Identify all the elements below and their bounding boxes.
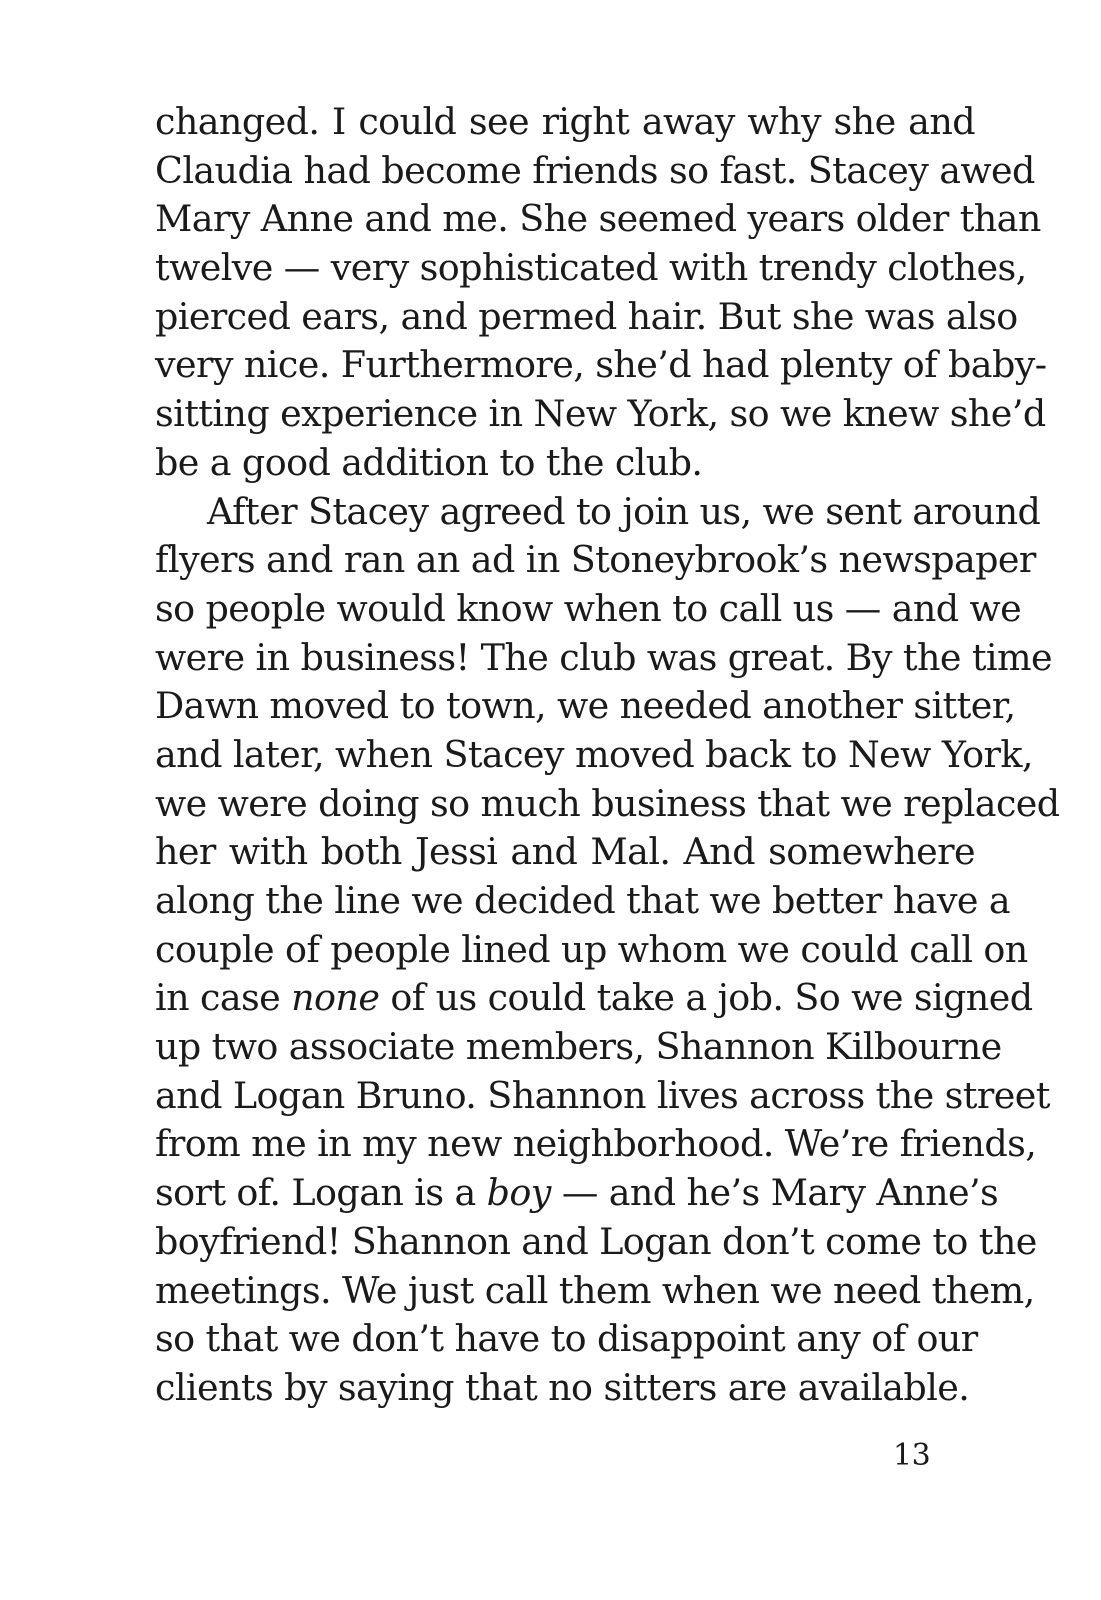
text-run: of us could take a job. So we signed <box>379 976 1033 1020</box>
text-line: boyfriend! Shannon and Logan don’t come to the <box>155 1219 1037 1263</box>
text-line: very nice. Furthermore, she’d had plenty of baby- <box>155 343 1047 387</box>
body-text <box>155 98 1060 1413</box>
text-line: pierced ears, and permed hair. But she was also <box>155 294 1018 338</box>
text-line: so that we don’t have to disappoint any of our <box>155 1317 978 1361</box>
page-number: 13 <box>893 1438 931 1473</box>
text-run: sort of. Logan is a <box>155 1171 487 1215</box>
text-line: Dawn moved to town, we needed another sitter, <box>155 684 1016 728</box>
paragraph-end-line: clients by saying that no sitters are available. <box>155 1365 970 1409</box>
text-line: along the line we decided that we better have a <box>155 879 1011 922</box>
text-line: and Logan Bruno. Shannon lives across the street <box>155 1073 1050 1117</box>
text-line: we were doing so much business that we replaced <box>155 781 1060 825</box>
text-line <box>155 974 1033 1023</box>
text-line: Claudia had become friends so fast. Stacey awed <box>155 148 1035 192</box>
italic-word: none <box>291 976 380 1020</box>
paragraph-end-line: be a good addition to the club. <box>155 440 703 484</box>
text-line: up two associate members, Shannon Kilbourne <box>155 1025 1002 1069</box>
text-line: twelve — very sophisticated with trendy clothes, <box>155 246 1027 290</box>
text-line: meetings. We just call them when we need them, <box>155 1268 1035 1312</box>
text-line: sitting experience in New York, so we knew she’d <box>155 392 1046 436</box>
text-line: from me in my new neighborhood. We’re friends, <box>155 1122 1037 1166</box>
text-line: so people would know when to call us — and we <box>155 586 1022 630</box>
paragraph-start-line: After Stacey agreed to join us, we sent around <box>207 489 1041 533</box>
text-line: couple of people lined up whom we could call on <box>155 927 1028 971</box>
text-line: changed. I could see right away why she and <box>155 100 975 143</box>
text-run: — and he’s Mary Anne’s <box>550 1171 999 1215</box>
text-line <box>155 1169 999 1218</box>
text-line: and later, when Stacey moved back to New York, <box>155 732 1033 776</box>
text-line: flyers and ran an ad in Stoneybrook’s newspaper <box>155 538 1036 582</box>
italic-word: boy <box>486 1171 551 1215</box>
text-run: in case <box>155 976 292 1020</box>
text-line: were in business! The club was great. By the time <box>155 635 1053 679</box>
text-line: her with both Jessi and Mal. And somewhere <box>155 830 975 874</box>
text-line: Mary Anne and me. She seemed years older than <box>155 197 1041 241</box>
